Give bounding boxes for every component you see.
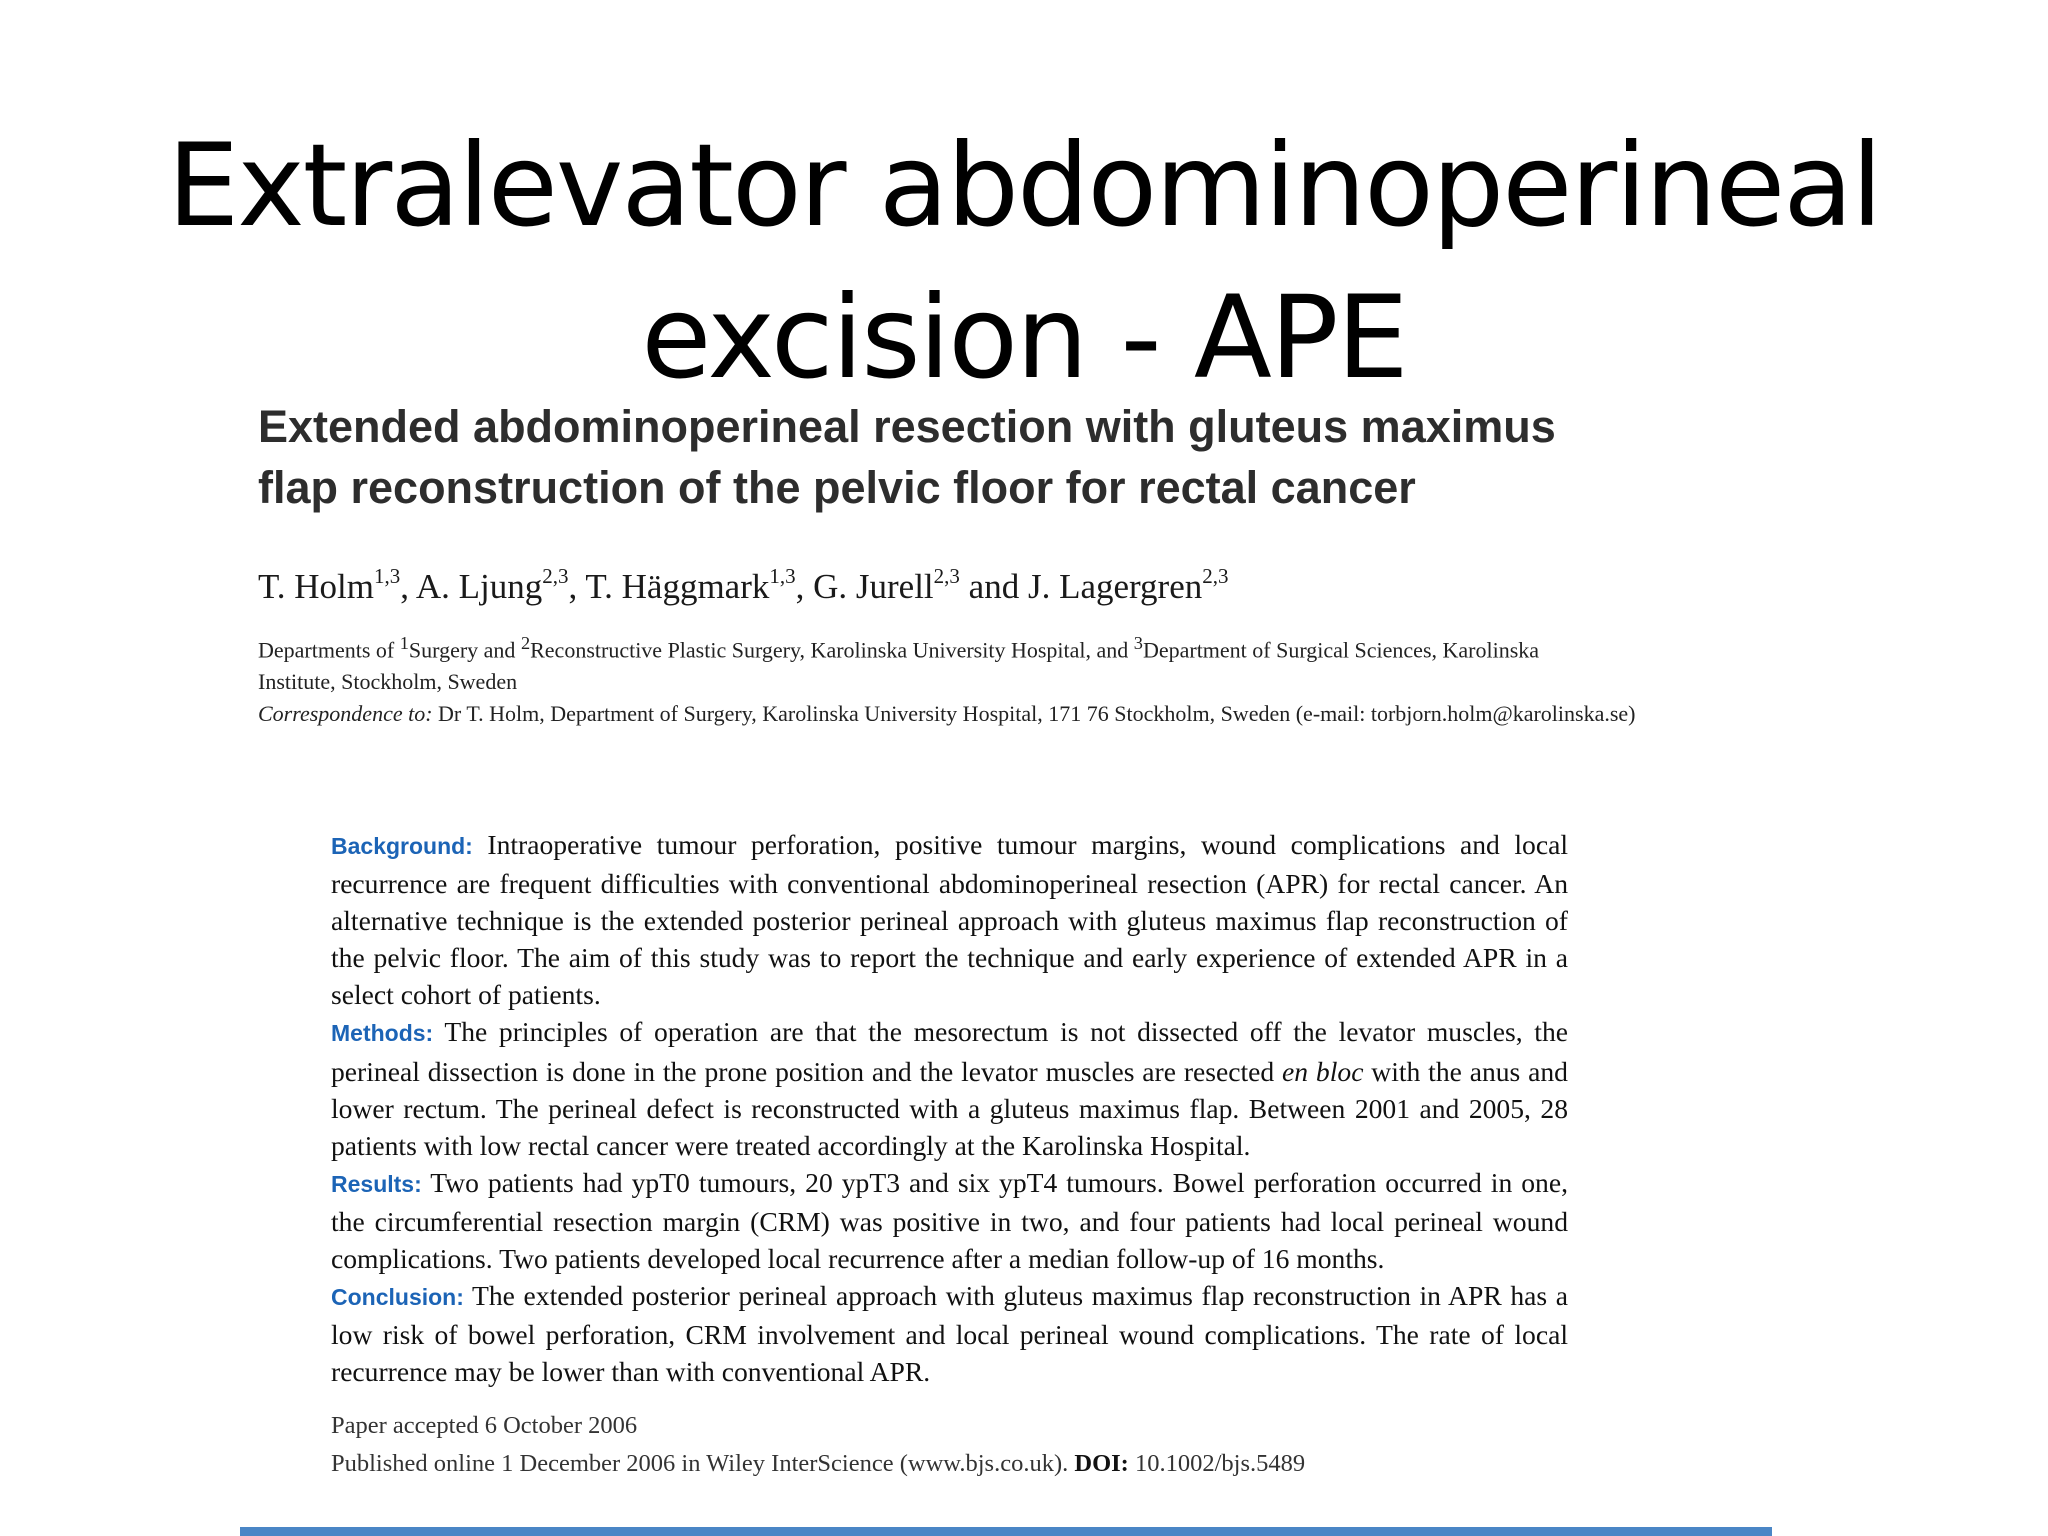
affiliation-dept: Reconstructive Plastic Surgery, Karolinska University Hospital, and xyxy=(530,637,1134,663)
slide-title-line-1: Extralevator abdominoperineal xyxy=(167,119,1881,252)
author-name: G. Jurell xyxy=(813,567,934,606)
abstract xyxy=(331,826,1568,1390)
author-name: T. Holm xyxy=(258,567,375,606)
methods-emphasis: en bloc xyxy=(1282,1055,1364,1087)
abstract-methods xyxy=(331,1013,1568,1163)
results-text: Two patients had ypT0 tumours, 20 ypT3 and six ypT4 tumours. Bowel perforation occurred in one, the circumferential resection margin (CRM) was positive in two, and four patients had local perineal wound complications. Two patients developed local recurrence after a median follow-up of 16 months. xyxy=(331,1166,1568,1275)
correspondence-label: Correspondence to: xyxy=(258,701,433,727)
abstract-results xyxy=(331,1164,1568,1277)
doi-value: 10.1002/bjs.5489 xyxy=(1128,1450,1306,1477)
affiliation-mark: 1 xyxy=(399,633,409,653)
affiliation-line-2: Institute, Stockholm, Sweden xyxy=(258,669,518,695)
affiliation-prefix: Departments of xyxy=(258,637,400,663)
abstract-background xyxy=(331,826,1568,1013)
background-heading: Background: xyxy=(331,833,473,859)
doi-label: DOI: xyxy=(1074,1450,1129,1477)
author-name: J. Lagergren xyxy=(1027,567,1203,606)
affiliation-mark: 2 xyxy=(520,633,531,653)
affiliation-mark: 3 xyxy=(1133,633,1143,653)
affiliation-dept: Department of Surgical Sciences, Karolinska xyxy=(1142,637,1540,663)
author-separator: , xyxy=(400,567,416,606)
author-list xyxy=(258,561,1229,613)
methods-heading: Methods: xyxy=(331,1020,434,1047)
affiliation-dept: Surgery and xyxy=(408,637,521,663)
results-heading: Results: xyxy=(331,1170,422,1197)
article-title-line-1: Extended abdominoperineal resection with gluteus maximus xyxy=(258,401,1556,452)
author-separator: , xyxy=(568,567,586,606)
author-name: T. Häggmark xyxy=(585,567,770,606)
correspondence xyxy=(258,698,1818,730)
author-affiliation-mark: 1,3 xyxy=(769,564,796,588)
accepted-date: Paper accepted 6 October 2006 xyxy=(331,1412,638,1439)
article-title xyxy=(258,396,1818,518)
published-online xyxy=(331,1445,1305,1483)
author-affiliation-mark: 2,3 xyxy=(1202,564,1229,588)
author-affiliation-mark: 1,3 xyxy=(374,564,401,588)
methods-text: The principles of operation are that the mesorectum is not dissected off the levator muscles, the perineal dissection is done in the prone position and the levator muscles are resected xyxy=(331,1016,1568,1087)
article-title-line-2: flap reconstruction of the pelvic floor for rectal cancer xyxy=(258,462,1416,513)
correspondence-text: Dr T. Holm, Department of Surgery, Karolinska University Hospital, 171 76 Stockholm, Sweden (e-mail: torbjorn.holm@karolinska.se) xyxy=(432,701,1636,727)
affiliation-line-1 xyxy=(258,627,1818,666)
author-name: A. Ljung xyxy=(415,567,543,606)
conclusion-text: The extended posterior perineal approach with gluteus maximus flap reconstruction in APR has a low risk of bowel perforation, CRM involvement and local perineal wound complications. The rate of local recurrence may be lower than with conventional APR. xyxy=(331,1280,1568,1388)
author-affiliation-mark: 2,3 xyxy=(542,564,569,588)
methods-text: with the anus and lower rectum. The perineal defect is reconstructed with a gluteus maximus flap. Between 2001 and 2005, 28 patients with low rectal cancer were treated accordingly at the Karolinska Hospital. xyxy=(331,1055,1568,1161)
author-separator: and xyxy=(959,567,1028,606)
abstract-conclusion xyxy=(331,1277,1568,1390)
slide-title xyxy=(0,110,2048,414)
slide-title-line-2: excision - APE xyxy=(641,271,1407,404)
author-separator: , xyxy=(795,567,814,606)
affiliations xyxy=(258,627,1818,730)
author-affiliation-mark: 2,3 xyxy=(933,564,960,588)
conclusion-heading: Conclusion: xyxy=(331,1284,464,1311)
background-text: Intraoperative tumour perforation, positive tumour margins, wound complications and local recurrence are frequent difficulties with conventional abdominoperineal resection (APR) for rectal cancer. An alternative technique is the extended posterior perineal approach with gluteus maximus flap reconstruction of the pelvic floor. The aim of this study was to report the technique and early experience of extended APR in a select cohort of patients. xyxy=(331,829,1568,1011)
bottom-divider xyxy=(240,1527,1772,1536)
published-text: Published online 1 December 2006 in Wiley InterScience (www.bjs.co.uk). xyxy=(331,1450,1075,1477)
publication-info xyxy=(331,1407,1305,1483)
